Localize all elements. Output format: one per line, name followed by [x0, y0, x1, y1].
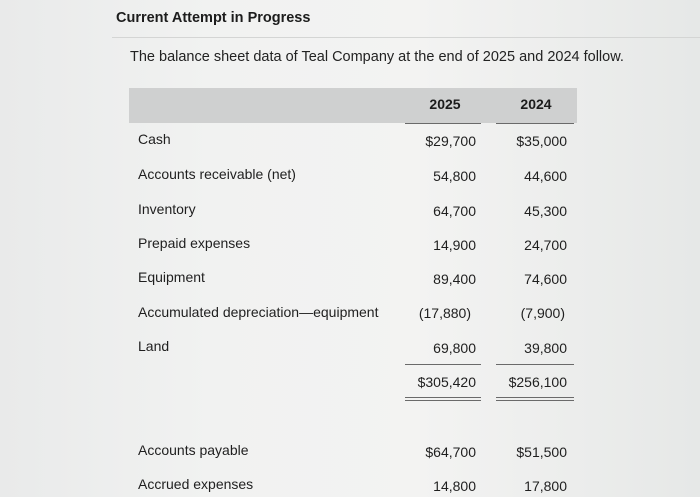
accounts-receivable-2025-value: 54,800: [433, 168, 476, 184]
accounts-receivable-2024-value: 44,600: [524, 168, 567, 184]
row-label-land: Land: [138, 338, 170, 354]
accumulated-depreciation-2025-value: (17,880): [418, 305, 471, 321]
column-header-2024: 2024: [520, 96, 552, 112]
question-text: The balance sheet data of Teal Company at the end of 2025 and 2024 follow.: [130, 49, 624, 65]
row-label-accounts-receivable: Accounts receivable (net): [138, 166, 296, 182]
accounts-payable-2024-value: $51,500: [516, 444, 567, 460]
accrued-expenses-2024-value: 17,800: [524, 478, 567, 494]
row-label-inventory: Inventory: [138, 201, 196, 217]
cash-2024-value: $35,000: [516, 133, 567, 149]
column-header-underline-2025: [405, 123, 481, 124]
prepaid-expenses-2024-value: 24,700: [524, 237, 567, 253]
subtotal-rule-2024: [496, 364, 574, 365]
header-divider: [112, 37, 700, 38]
cash-2025-value: $29,700: [425, 133, 476, 149]
row-label-accrued-expenses: Accrued expenses: [138, 476, 254, 492]
equipment-2025-value: 89,400: [433, 271, 476, 287]
row-label-cash: Cash: [138, 131, 171, 147]
total-double-rule-2024: [496, 397, 574, 401]
accounts-payable-2025-value: $64,700: [425, 444, 476, 460]
row-label-prepaid-expenses: Prepaid expenses: [138, 235, 251, 251]
row-label-equipment: Equipment: [138, 269, 205, 285]
total-double-rule-2025: [405, 397, 481, 401]
land-2025-value: 69,800: [433, 340, 476, 356]
accumulated-depreciation-2024-value: (7,900): [520, 305, 565, 321]
accrued-expenses-2025-value: 14,800: [433, 478, 476, 494]
inventory-2025-value: 64,700: [433, 203, 476, 219]
column-header-2025: 2025: [429, 96, 461, 112]
prepaid-expenses-2025-value: 14,900: [433, 237, 476, 253]
subtotal-rule-2025: [405, 364, 481, 365]
column-header-underline-2024: [496, 123, 574, 124]
equipment-2024-value: 74,600: [524, 271, 567, 287]
row-label-accumulated-depreciation: Accumulated depreciation—equipment: [138, 304, 379, 320]
inventory-2024-value: 45,300: [524, 203, 567, 219]
attempt-status-title: Current Attempt in Progress: [116, 10, 311, 26]
attempt-header: [0, 0, 700, 38]
total-assets-2025-value: $305,420: [417, 374, 476, 390]
land-2024-value: 39,800: [524, 340, 567, 356]
total-assets-2024-value: $256,100: [508, 374, 567, 390]
row-label-accounts-payable: Accounts payable: [138, 442, 249, 458]
